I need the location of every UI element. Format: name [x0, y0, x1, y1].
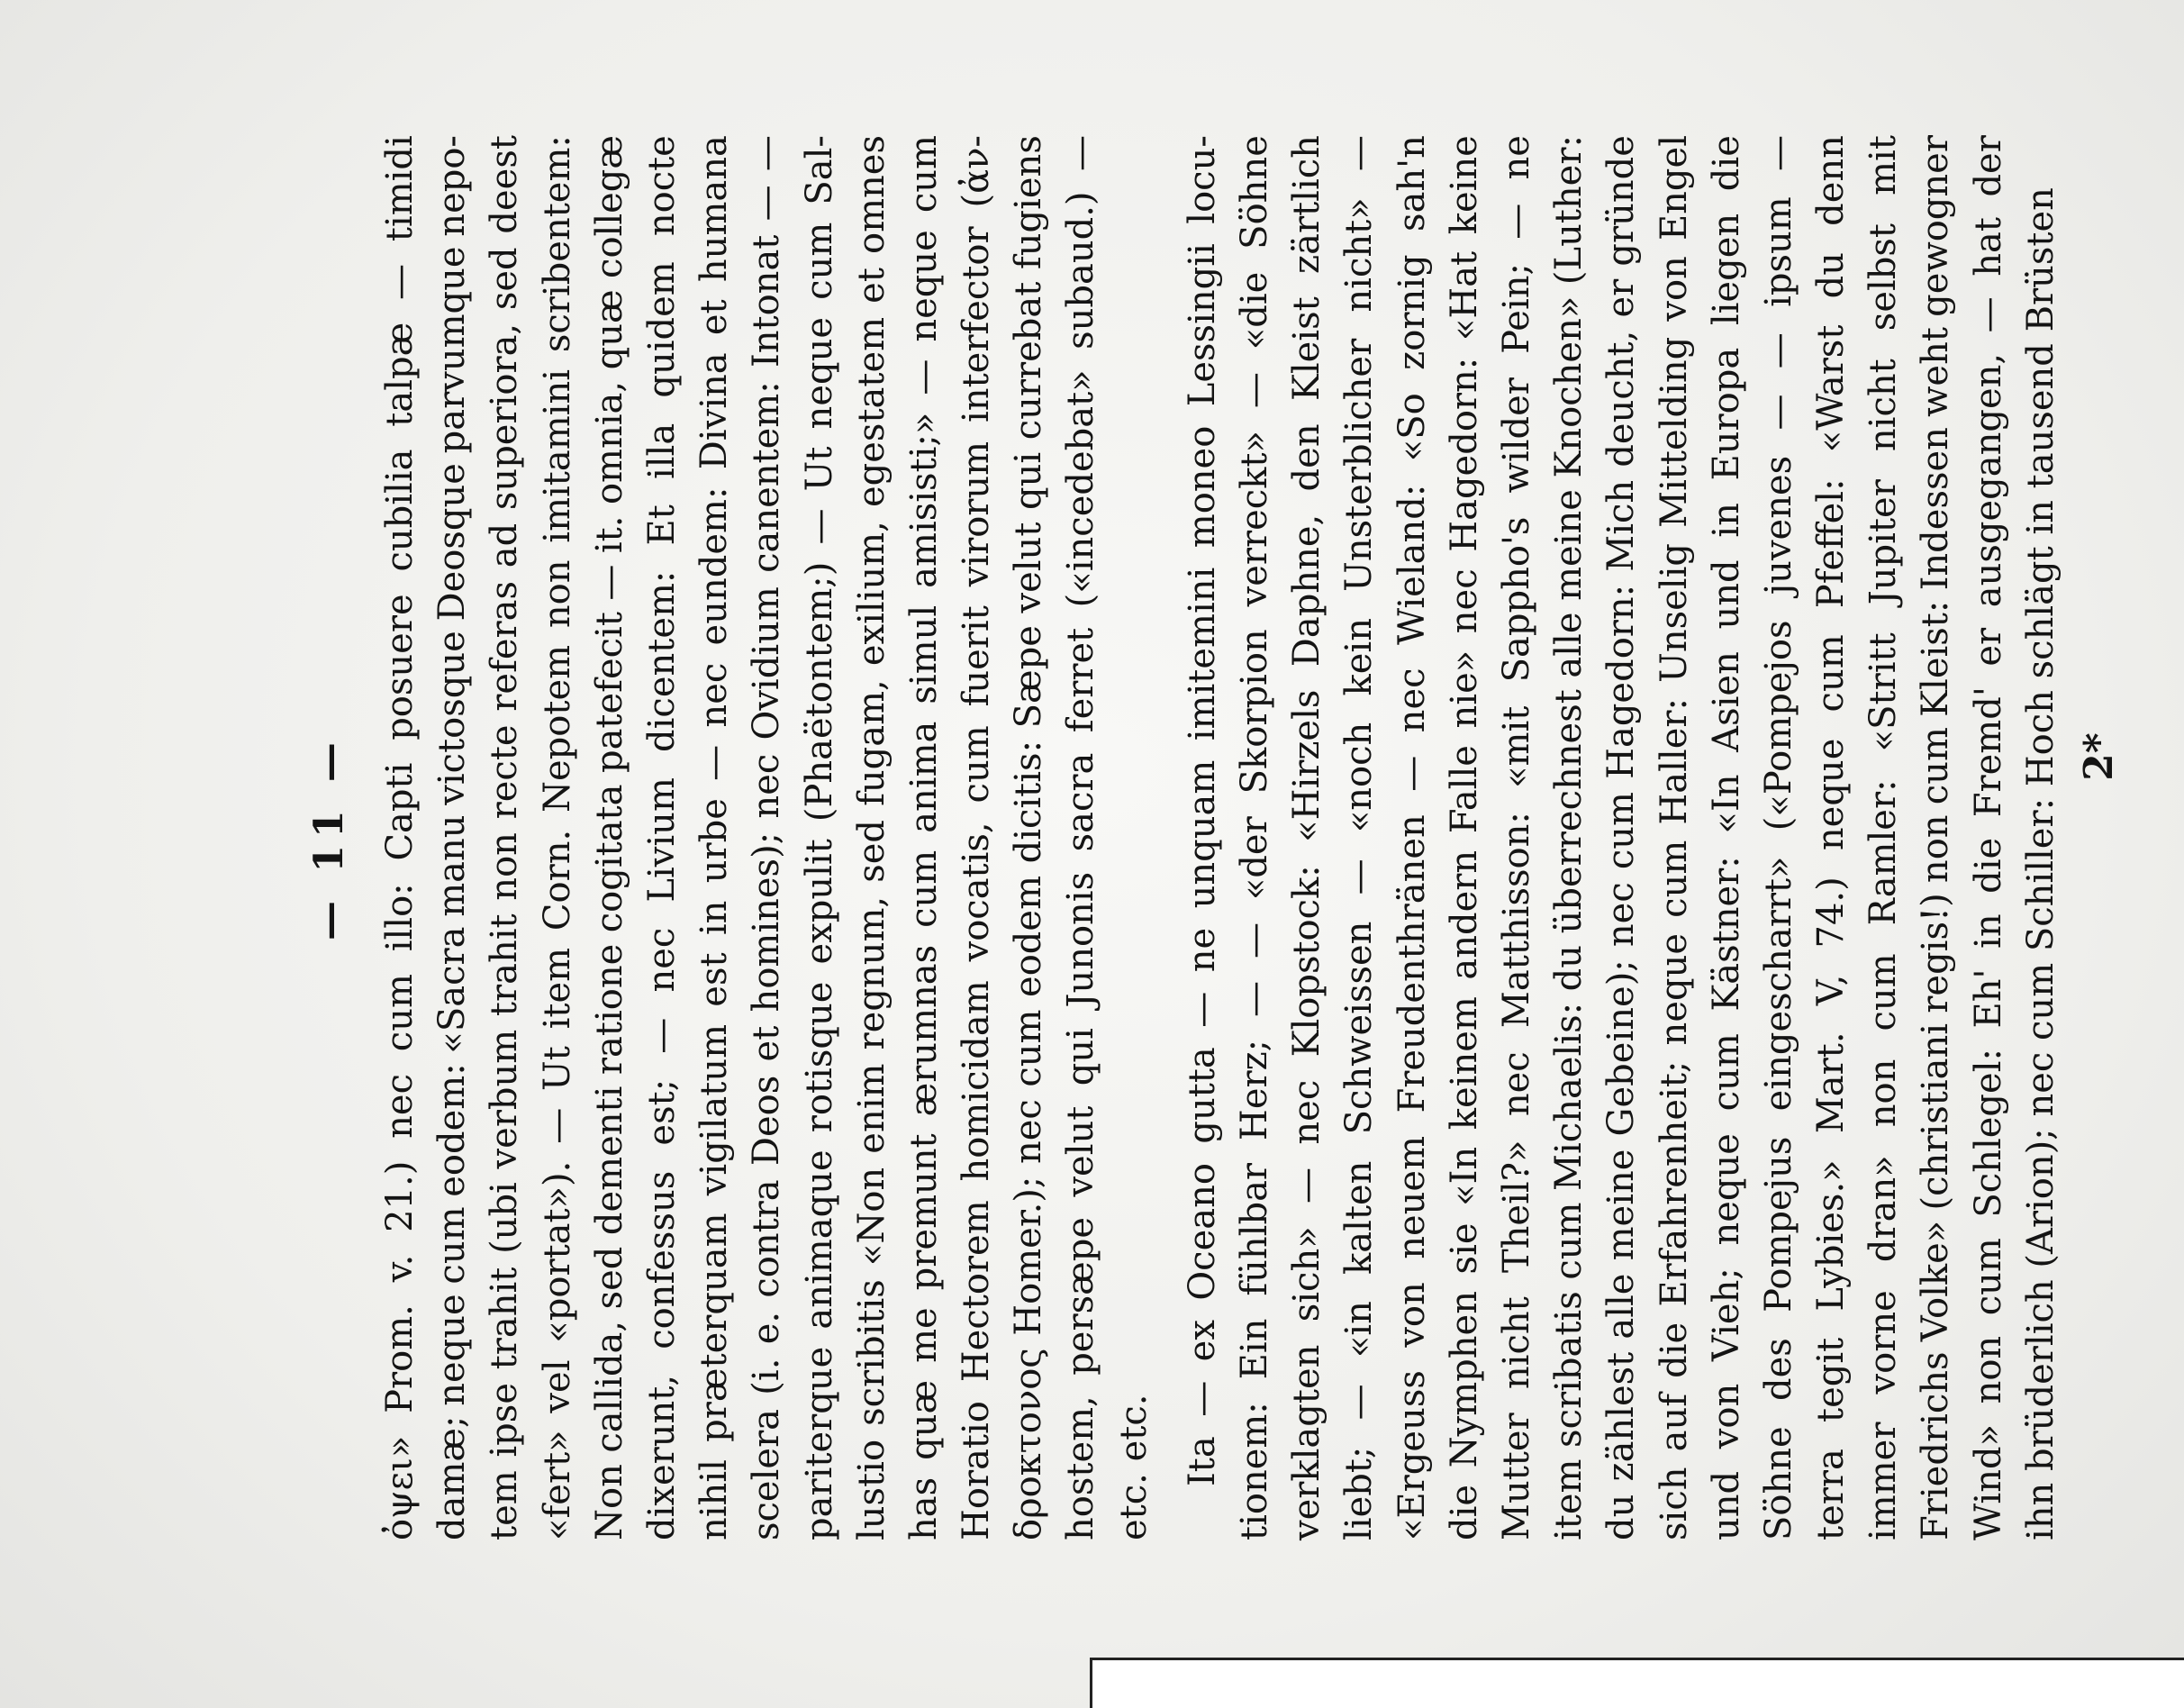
text-line: Friedrichs Volke» (christiani regis!) non cum Kleist: Indessen weht gewogner	[1915, 135, 1957, 1540]
paragraph-1	[374, 135, 1160, 1540]
text-line: scelera (i. e. contra Deos et homines); nec Ovidium canentem: Intonat — —	[746, 135, 788, 1540]
text-line: terra tegit Lybies.» Mart. V, 74.) neque cum Pfeffel: «Warst du denn	[1810, 135, 1853, 1540]
text-line: Mutter nicht Theil?» nec Matthisson: «mit Sappho's wilder Pein; — ne	[1495, 135, 1537, 1540]
text-line: etc. etc.	[1112, 1394, 1155, 1540]
paragraph-2	[1176, 135, 2067, 1540]
text-line: ὀψει» Prom. v. 21.) nec cum illo: Capti posuere cubilia talpæ — timidi	[379, 135, 421, 1540]
text-line: hostem, persæpe velut qui Junonis sacra ferret («incedebat» subaud.) —	[1060, 135, 1102, 1540]
text-line: «Ergeuss von neuem Freudenthränen — nec Wieland: «So zornig sah'n	[1391, 135, 1433, 1540]
text-line: Non callida, sed dementi ratione cogitata patefecit — it. omnia, quæ collegæ	[588, 135, 630, 1540]
text-line: tem ipse trahit (ubi verbum trahit non recte referas ad superiora, sed deest	[484, 135, 526, 1540]
text-line: Horatio Hectorem homicidam vocatis, cum fuerit virorum interfector (ἀν-	[956, 135, 998, 1540]
text-line: δροκτονος Homer.); nec cum eodem dicitis: Sæpe velut qui currebat fugiens	[1008, 135, 1050, 1540]
text-line: damæ; neque cum eodem: «Sacra manu victosque Deosque parvumque nepo-	[431, 135, 474, 1540]
text-line: item scribatis cum Michaelis: du überrechnest alle meine Knochen» (Luther:	[1548, 135, 1590, 1540]
text-line: tionem: Ein fühlbar Herz; — — «der Skorpion verreckt» — «die Söhne	[1234, 135, 1275, 1540]
text-line: lustio scribitis «Non enim regnum, sed fugam, exilium, egestatem et omnes	[850, 135, 893, 1540]
text-line: dixerunt, confessus est; — nec Livium dicentem: Et illa quidem nocte	[640, 135, 683, 1540]
text-line: du zählest alle meine Gebeine); nec cum Hagedorn: Mich deucht, er gründe	[1600, 135, 1643, 1540]
paragraph-gap	[1160, 135, 1176, 1540]
text-line: Söhne des Pompejus eingescharrt» («Pompejos juvenes — — ipsum —	[1757, 135, 1799, 1540]
text-line: Wind» non cum Schlegel: Eh' in die Fremd' er ausgegangen, — hat der	[1967, 135, 2009, 1540]
text-line: die Nymphen sie «In keinem andern Falle nie» nec Hagedorn: «Hat keine	[1443, 135, 1485, 1540]
signature-mark: 2*	[2075, 732, 2122, 781]
scan-corner-edge	[1090, 1658, 2184, 1708]
text-line: ihn brüderlich (Arion); nec cum Schiller: Hoch schlägt in tausend Brüsten	[2019, 187, 2062, 1540]
text-line: Ita — ex Oceano gutta — ne unquam imitemini moneo Lessingii locu-	[1181, 135, 1223, 1486]
text-line: pariterque animaque rotisque expulit (Phaëtontem;) — Ut neque cum Sal-	[798, 135, 840, 1540]
text-line: und von Vieh; neque cum Kästner: «In Asien und in Europa liegen die	[1705, 135, 1747, 1540]
text-line: sich auf die Erfahrenheit; neque cum Haller: Unselig Mittelding von Engel	[1653, 135, 1695, 1540]
text-line: verklagten sich» — nec Klopstock: «Hirzels Daphne, den Kleist zärtlich	[1286, 135, 1328, 1540]
text-line: liebt; — «in kalten Schweissen — «noch kein Unsterblicher nicht» —	[1338, 135, 1381, 1540]
page-header: — 11 —	[305, 735, 352, 940]
text-line: nihil præterquam vigilatum est in urbe — nec eundem: Divina et humana	[693, 135, 736, 1540]
text-line: immer vorne dran» non cum Ramler: «Stritt Jupiter nicht selbst mit	[1862, 135, 1905, 1540]
text-line: «fert» vel «portat»). — Ut item Corn. Nepotem non imitamini scribentem:	[536, 135, 578, 1540]
book-page	[284, 135, 2122, 1540]
text-line: has quæ me premunt ærumnas cum anima simul amisisti;» — neque cum	[902, 135, 945, 1540]
